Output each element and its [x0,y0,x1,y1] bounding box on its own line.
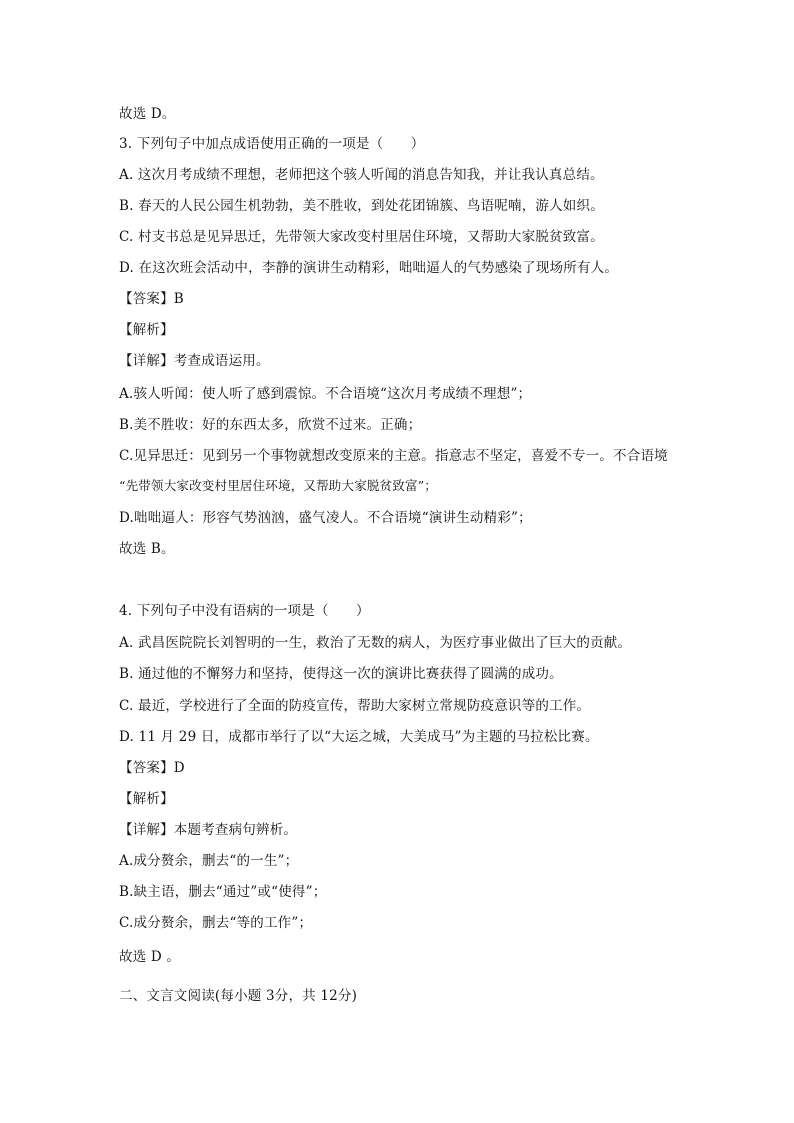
question-4-analysis-heading: 【解析】 [119,791,174,807]
question-3-stem: 3. 下列句子中加点成语使用正确的一项是（ ） [119,136,425,152]
question-4-explain-c: C.成分赘余，删去“等的工作”； [119,915,313,931]
question-3-option-b: B. 春天的人民公园生机勃勃，美不胜收，到处花团锦簇、鸟语呢喃，游人如织。 [119,198,604,214]
question-4-answer: 【答案】D [119,760,185,776]
question-3-conclusion: 故选 B。 [119,541,175,557]
question-4-conclusion: 故选 D 。 [119,949,181,965]
question-3-explain-a: A.骇人听闻：使人听了感到震惊。不合语境“这次月考成绩不理想”； [119,386,532,402]
question-3-explain-b: B.美不胜收：好的东西太多，欣赏不过来。正确； [119,417,422,433]
question-3-option-c: C. 村支书总是见异思迁，先带领大家改变村里居住环境，又帮助大家脱贫致富。 [119,229,604,245]
question-4-explain-a: A.成分赘余，删去“的一生”； [119,853,299,869]
question-3-option-a: A. 这次月考成绩不理想，老师把这个骇人听闻的消息告知我，并让我认真总结。 [119,167,604,183]
question-4-stem: 4. 下列句子中没有语病的一项是（ ） [119,603,370,619]
answer-conclusion-q2: 故选 D。 [119,106,176,122]
question-3-option-d: D. 在这次班会活动中，李静的演讲生动精彩，咄咄逼人的气势感染了现场所有人。 [119,260,619,276]
question-3-analysis-heading: 【解析】 [119,322,174,338]
question-4-explain-b: B.缺主语，删去“通过”或“使得”； [119,884,327,900]
question-4-option-c: C. 最近，学校进行了全面的防疫宣传，帮助大家树立常规防疫意识等的工作。 [119,698,591,714]
question-3-explain-c: C.见异思迁：见到另一个事物就想改变原来的主意。指意志不坚定，喜爱不专一。不合语境 [119,448,668,464]
question-4-option-d: D. 11 月 29 日，成都市举行了以“大运之城，大美成马”为主题的马拉松比赛。 [119,729,599,745]
question-3-explain-c-cont: “先带领大家改变村里居住环境，又帮助大家脱贫致富”； [119,478,437,493]
question-4-option-b: B. 通过他的不懈努力和坚持，使得这一次的演讲比赛获得了圆满的成功。 [119,666,563,682]
section-2-heading: 二、文言文阅读(每小题 3分，共 12分) [119,988,358,1004]
question-3-detail: 【详解】考查成语运用。 [119,353,270,369]
question-3-answer: 【答案】B [119,291,184,307]
question-4-detail: 【详解】本题考查病句辨析。 [119,822,298,838]
question-4-option-a: A. 武昌医院院长刘智明的一生，救治了无数的病人，为医疗事业做出了巨大的贡献。 [119,635,632,651]
question-3-explain-d: D.咄咄逼人：形容气势汹汹，盛气凌人。不合语境“演讲生动精彩”； [119,510,532,526]
